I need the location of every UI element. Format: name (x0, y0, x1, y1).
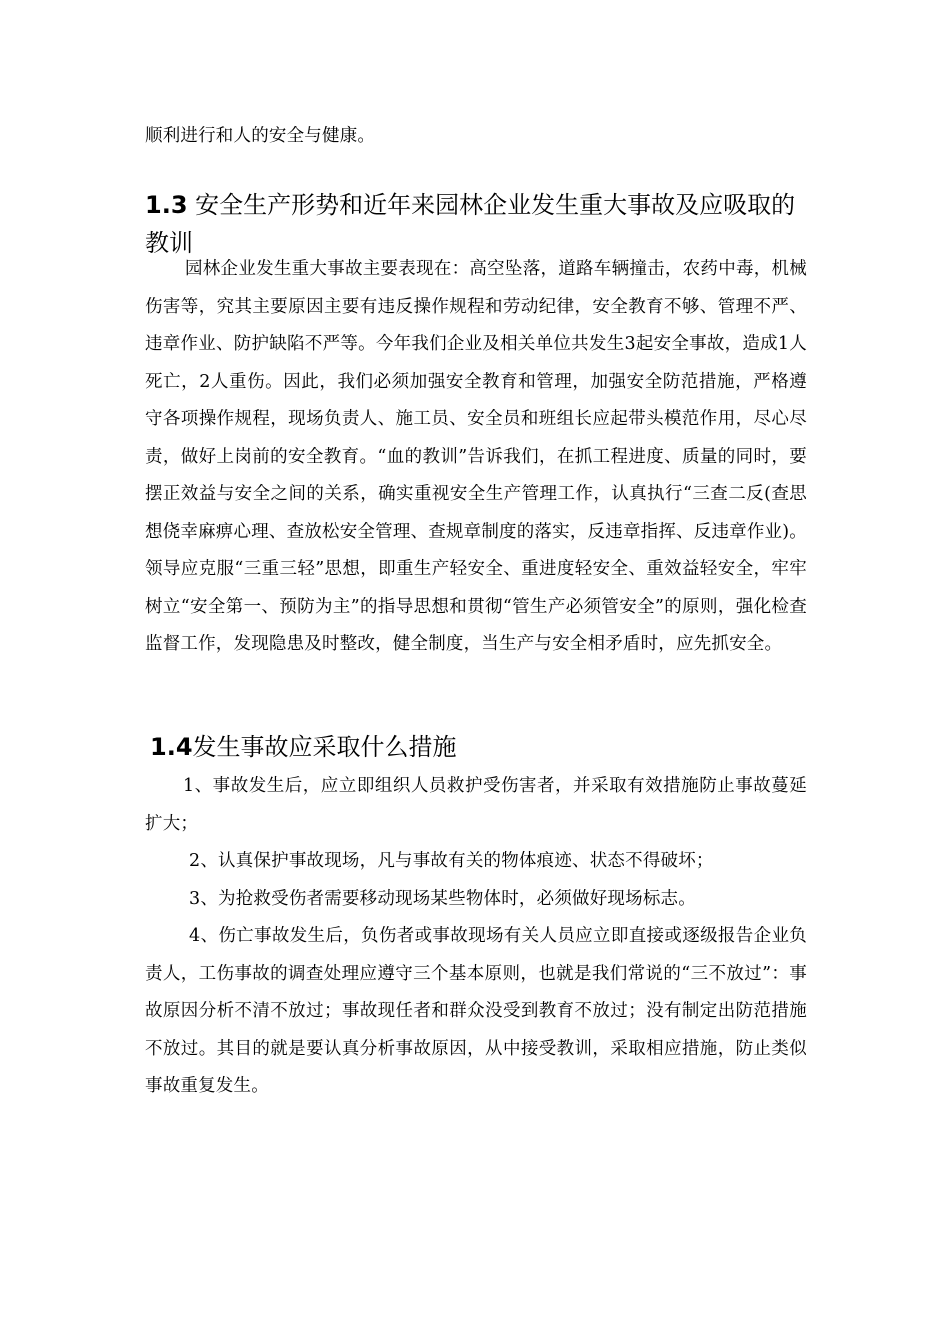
list-item: 1、事故发生后，应立即组织人员救护受伤害者，并采取有效措施防止事故蔓延扩大； (145, 776, 807, 834)
section-title: 发生事故应采取什么措施 (192, 733, 457, 761)
section-1-3-body (145, 251, 807, 664)
list-item: 4、伤亡事故发生后，负伤者或事故现场有关人员应立即直接或逐级报告企业负责人，工伤事故的调查处理应遵守三个基本原则，也就是我们常说的“三不放过”：事故原因分析不清不放过；事故现任者和群众没受到教育不放过；没有制定出防范措施不放过。其目的就是要认真分析事故原因，从中接受教训，采取相应措施，防止类似事故重复发生。 (145, 926, 807, 1096)
lead-paragraph (145, 118, 807, 156)
lead-text: 顺利进行和人的安全与健康。 (145, 126, 376, 146)
section-title: 安全生产形势和近年来园林企业发生重大事故及应吸取的教训 (145, 191, 796, 257)
list-item: 3、为抢救受伤者需要移动现场某些物体时，必须做好现场标志。 (189, 888, 696, 909)
section-heading (150, 728, 812, 766)
section-number: 1.4 (150, 733, 193, 761)
section-number: 1.3 (145, 191, 188, 219)
section-1-4-measures-list (145, 768, 807, 1106)
section-1-4-heading (150, 728, 812, 766)
list-item: 2、认真保护事故现场，凡与事故有关的物体痕迹、状态不得破坏； (189, 851, 714, 871)
body-paragraph: 园林企业发生重大事故主要表现在：高空坠落，道路车辆撞击，农药中毒，机械伤害等，究其主要原因主要有违反操作规程和劳动纪律，安全教育不够、管理不严、违章作业、防护缺陷不严等。今年我们企业及相关单位共发生3起安全事故，造成1人死亡，2人重伤。因此，我们必须加强安全教育和管理，加强安全防范措施，严格遵守各项操作规程，现场负责人、施工员、安全员和班组长应起带头模范作用，尽心尽责，做好上岗前的安全教育。“血的教训”告诉我们，在抓工程进度、质量的同时，要摆正效益与安全之间的关系，确实重视安全生产管理工作，认真执行“三查二反(查思想侥幸麻痹心理、查放松安全管理、查规章制度的落实，反违章指挥、反违章作业)。领导应克服“三重三轻”思想，即重生产轻安全、重进度轻安全、重效益轻安全，牢牢树立“安全第一、预防为主”的指导思想和贯彻“管生产必须管安全”的原则，强化检查监督工作，发现隐患及时整改，健全制度，当生产与安全相矛盾时，应先抓安全。 (145, 259, 807, 654)
